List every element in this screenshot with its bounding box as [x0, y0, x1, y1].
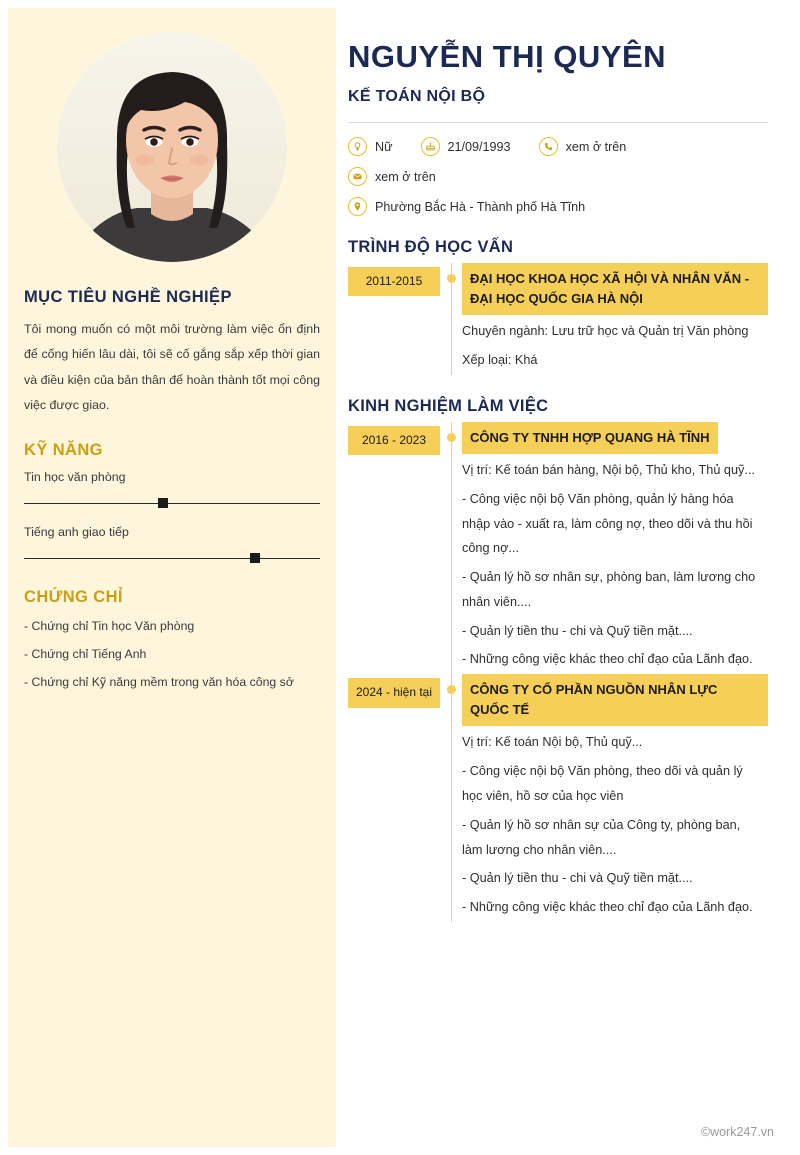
entry-line: - Công việc nội bộ Văn phòng, quản lý hàng hóa nhập vào - xuất ra, làm công nợ, theo dõi và thu hồi công nợ...	[462, 491, 753, 556]
sidebar	[8, 8, 336, 1147]
timeline-entry	[348, 674, 768, 922]
entry-line: Vị trí: Kế toán bán hàng, Nội bộ, Thủ kho, Thủ quỹ...	[462, 463, 755, 478]
skill-item	[24, 525, 320, 564]
rail-line	[451, 422, 452, 674]
entry-line: - Quản lý hồ sơ nhân sự, phòng ban, làm lương cho nhân viên....	[462, 570, 756, 609]
contact-value: Phường Bắc Hà - Thành phố Hà Tĩnh	[375, 199, 586, 214]
entry-line: - Quản lý tiền thu - chi và Quỹ tiền mặt....	[462, 871, 693, 886]
experience-section	[348, 397, 768, 922]
entry-heading: CÔNG TY TNHH HỢP QUANG HÀ TĨNH	[462, 422, 718, 454]
sidebar-content	[24, 288, 320, 701]
contact-gender	[348, 137, 393, 156]
skill-item	[24, 470, 320, 509]
birthday-cake-icon	[421, 137, 440, 156]
phone-icon	[539, 137, 558, 156]
entry-heading: CÔNG TY CỔ PHẦN NGUỒN NHÂN LỰC QUỐC TẾ	[462, 674, 768, 726]
list-item: - Chứng chỉ Tiếng Anh	[24, 646, 147, 661]
rail-dot	[447, 685, 456, 694]
contact-birthday	[421, 137, 511, 156]
entry-line: Vị trí: Kế toán Nội bộ, Thủ quỹ...	[462, 735, 643, 750]
watermark: ©work247.vn	[700, 1125, 774, 1139]
entry-line: - Quản lý tiền thu - chi và Quỹ tiền mặt....	[462, 623, 693, 638]
entry-date: 2011-2015	[348, 267, 440, 296]
avatar	[57, 32, 287, 262]
skill-slider[interactable]	[24, 553, 320, 564]
timeline-entry	[348, 263, 768, 375]
rail-dot	[447, 274, 456, 283]
slider-knob[interactable]	[158, 498, 168, 508]
entry-line: Xếp loại: Khá	[462, 353, 538, 368]
rail-dot	[447, 433, 456, 442]
slider-knob[interactable]	[250, 553, 260, 563]
contact-row	[348, 197, 768, 216]
contact-value: xem ở trên	[375, 169, 436, 184]
skill-label: Tiếng anh giao tiếp	[24, 524, 129, 539]
timeline-rail	[440, 263, 462, 375]
education-section	[348, 238, 768, 375]
header-divider	[348, 122, 768, 123]
location-pin-icon	[348, 197, 367, 216]
contact-phone	[539, 137, 627, 156]
timeline-rail	[440, 674, 462, 922]
contact-email	[348, 167, 436, 186]
experience-timeline	[348, 422, 768, 922]
entry-body	[462, 263, 768, 375]
contact-address	[348, 197, 585, 216]
entry-body	[462, 674, 768, 922]
list-item: - Chứng chỉ Kỹ năng mềm trong văn hóa công sở	[24, 674, 294, 689]
slider-track	[24, 503, 320, 505]
certs-title: CHỨNG CHỈ	[24, 587, 123, 606]
gender-icon	[348, 137, 367, 156]
entry-line: Chuyên ngành: Lưu trữ học và Quản trị Văn phòng	[462, 324, 749, 339]
skill-slider[interactable]	[24, 498, 320, 509]
entry-line: - Những công việc khác theo chỉ đạo của Lãnh đạo.	[462, 652, 753, 667]
skills-title: KỸ NĂNG	[24, 440, 103, 459]
contact-value: Nữ	[375, 139, 393, 154]
slider-track	[24, 558, 320, 560]
objective-text: Tôi mong muốn có một môi trường làm việc ổn định để cống hiến lâu dài, tôi sẽ cố gắng sắp xếp thời gian và điều kiện của bản thân để hoàn thành tốt mọi công việc được giao.	[24, 322, 320, 413]
objective-title: MỤC TIÊU NGHỀ NGHIỆP	[24, 288, 232, 306]
list-item: - Chứng chỉ Tin học Văn phòng	[24, 618, 195, 633]
portrait-photo	[57, 32, 287, 262]
contact-row	[348, 167, 768, 186]
education-timeline	[348, 263, 768, 375]
experience-title: KINH NGHIỆM LÀM VIỆC	[348, 396, 549, 415]
rail-line	[451, 674, 452, 922]
timeline-rail	[440, 422, 462, 674]
entry-date: 2016 - 2023	[348, 426, 440, 455]
certs-list	[24, 617, 320, 692]
page-title: NGUYỄN THỊ QUYÊN	[348, 39, 667, 74]
skill-label: Tin học văn phòng	[24, 469, 126, 484]
entry-line: - Quản lý hồ sơ nhân sự của Công ty, phòng ban, làm lương cho nhân viên....	[462, 817, 741, 857]
contact-value: xem ở trên	[565, 139, 627, 154]
job-title: KẾ TOÁN NỘI BỘ	[348, 88, 486, 106]
education-title: TRÌNH ĐỘ HỌC VẤN	[348, 238, 514, 257]
entry-body	[462, 422, 768, 674]
contact-list	[348, 137, 768, 216]
entry-heading: ĐẠI HỌC KHOA HỌC XÃ HỘI VÀ NHÂN VĂN - ĐẠI HỌC QUỐC GIA HÀ NỘI	[462, 263, 768, 315]
contact-value: 21/09/1993	[447, 139, 511, 154]
main-content	[336, 8, 792, 1147]
entry-date: 2024 - hiện tại	[348, 678, 440, 707]
timeline-entry	[348, 422, 768, 674]
contact-row	[348, 137, 768, 156]
entry-line: - Những công việc khác theo chỉ đạo của Lãnh đạo.	[462, 900, 753, 915]
entry-line: - Công việc nội bộ Văn phòng, theo dõi và quản lý học viên, hồ sơ của học viên	[462, 764, 743, 803]
envelope-icon	[348, 167, 367, 186]
